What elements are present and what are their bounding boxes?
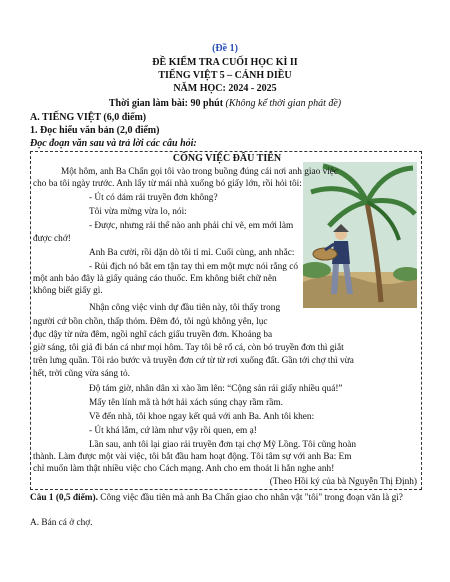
story-line: Mấy tên lính mã tà hớt hải xách súng chạy rầm rầm.: [89, 398, 283, 408]
story-line: cho ba tôi ngày trước. Anh lấy từ mái nhà xuống bó giấy lớn, rồi hỏi tôi:: [33, 179, 302, 189]
section-1-heading: 1. Đọc hiểu văn bản (2,0 điểm): [30, 125, 160, 136]
story-line: Một hôm, anh Ba Chẩn gọi tôi vào trong buồng đúng cái nơi anh giao việc: [61, 167, 339, 177]
story-line: một anh bảo đây là giấy quảng cáo thuốc. Em không biết chữ nên: [33, 274, 277, 284]
section-a-heading: A. TIẾNG VIỆT (6,0 điểm): [30, 112, 147, 123]
story-line: Lần sau, anh tôi lại giao rải truyền đơn tại chợ Mỹ Lồng. Tôi cũng hoàn: [89, 440, 357, 450]
story-line: Độ tám giờ, nhân dân xì xào ầm lên: “Cộng sản rải giấy nhiều quá!”: [89, 384, 343, 394]
woman-palm-illustration: [303, 162, 417, 308]
story-line: thành. Làm được một vài việc, tôi bắt đầu ham hoạt động. Tôi tâm sự với anh Ba: Em: [33, 452, 352, 462]
story-line: chỉ muốn làm thật nhiều việc cho Cách mạng. Anh cho em thoát li hẳn nghe anh!: [33, 464, 335, 474]
story-line: Nhận công việc vinh dự đầu tiên này, tôi thấy trong: [89, 303, 281, 313]
story-line: được chớ!: [33, 234, 71, 244]
question-1-option-a: A. Bán cá ở chợ.: [30, 518, 93, 528]
story-illustration: [303, 162, 417, 308]
exam-number: (Đề 1): [212, 43, 238, 54]
story-line: Anh Ba cười, rồi dặn dò tôi tỉ mỉ. Cuối cùng, anh nhắc:: [89, 248, 295, 258]
story-line: - Rủi địch nó bắt em tận tay thì em một mực nói rằng có: [89, 262, 299, 272]
exam-title: ĐỀ KIỂM TRA CUỐI HỌC KÌ II: [152, 57, 298, 68]
question-1-label: Câu 1 (0,5 điểm).: [30, 493, 98, 503]
story-box: [30, 151, 422, 490]
instruction: Đọc đoạn văn sau và trả lời các câu hỏi:: [30, 138, 197, 149]
story-title: CÔNG VIỆC ĐẦU TIÊN: [172, 153, 282, 164]
story-line: - Được, nhưng rải thế nào anh phải chỉ vẽ, em mới làm: [89, 221, 294, 231]
story-line: - Út khá lắm, cứ làm như vậy rồi quen, em ạ!: [89, 426, 257, 436]
time-limit-bold: Thời gian làm bài: 90 phút: [108, 98, 224, 109]
story-source: (Theo Hồi ký của bà Nguyễn Thị Định): [269, 477, 417, 487]
story-line: không biết giấy gì.: [33, 286, 103, 296]
time-limit-note: (Không kể thời gian phát đề): [225, 98, 342, 109]
exam-subject: TIẾNG VIỆT 5 – CÁNH DIỀU: [158, 70, 292, 81]
question-1: [30, 492, 422, 504]
story-line: giờ sáng, tôi giả đi bán cá như mọi hôm. Tay tôi bê rổ cá, còn bó truyền đơn thì giắt: [33, 343, 344, 353]
story-line: Về đến nhà, tôi khoe ngay kết quả với anh Ba. Anh tôi khen:: [89, 412, 315, 422]
story-line: Tôi vừa mừng vừa lo, nói:: [89, 207, 187, 217]
question-1-text: Công việc đầu tiên mà anh Ba Chẩn giao cho nhân vật "tôi" trong đoạn văn là gì?: [97, 493, 403, 503]
story-line: người cứ bồn chồn, thấp thỏm. Đêm đó, tôi ngủ không yên, lục: [33, 317, 268, 327]
school-year: NĂM HỌC: 2024 - 2025: [173, 83, 277, 94]
story-line: - Út có dám rải truyền đơn không?: [89, 193, 218, 203]
story-line: hết, trời cũng vừa sáng tỏ.: [33, 369, 130, 379]
story-line: đục dậy từ nửa đêm, ngồi nghĩ cách giấu truyền đơn. Khoảng ba: [33, 330, 273, 340]
story-line: trên lưng quần. Tôi rảo bước và truyền đơn cứ từ từ rơi xuống đất. Gần tới chợ thì vừa: [33, 356, 354, 366]
time-limit: [0, 98, 450, 109]
